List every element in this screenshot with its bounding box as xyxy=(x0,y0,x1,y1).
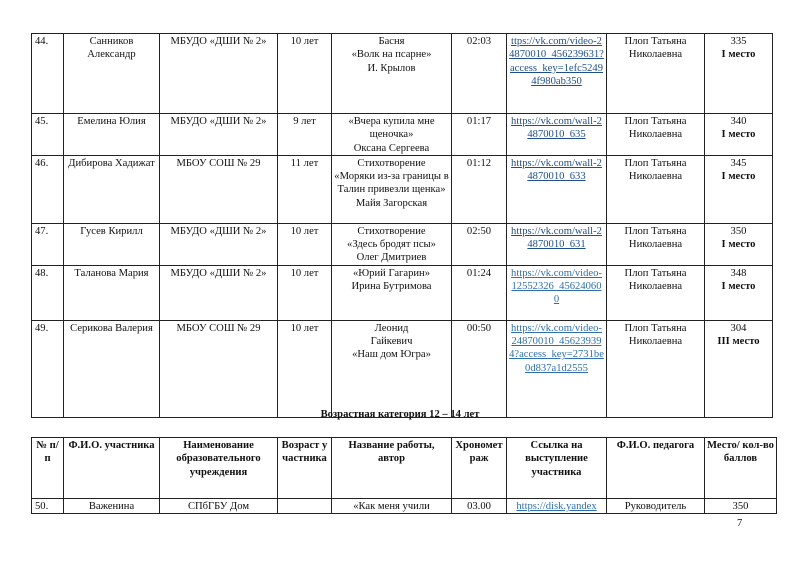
duration: 03.00 xyxy=(452,499,507,514)
header-place: Место/ кол-во баллов xyxy=(705,438,777,499)
place-badge: I место xyxy=(721,49,756,61)
work-line: Леонид xyxy=(374,322,409,334)
age: 10 лет xyxy=(278,223,332,265)
work-title-author xyxy=(332,34,452,114)
performance-link-cell xyxy=(507,155,607,223)
section-title: Возрастная категория 12 – 14 лет xyxy=(320,409,480,420)
header-link: Ссылка на выступление участника xyxy=(507,438,607,499)
row-num: 49. xyxy=(32,320,64,417)
score: 350 xyxy=(705,499,777,514)
performance-link-cell xyxy=(507,223,607,265)
duration: 00:50 xyxy=(452,320,507,417)
header-age: Возраст участника xyxy=(278,438,332,499)
performance-link[interactable]: https://disk.yandex xyxy=(516,501,597,512)
duration: 02:03 xyxy=(452,34,507,114)
age: 9 лет xyxy=(278,114,332,156)
result-cell xyxy=(705,34,773,114)
work-line: «Волк на псарне» xyxy=(351,49,432,61)
work-title-author xyxy=(332,223,452,265)
table-row xyxy=(32,34,773,114)
result-cell xyxy=(705,114,773,156)
work-line: «Здесь бродят псы» xyxy=(347,239,436,251)
work-line: Ирина Бутримова xyxy=(351,281,432,293)
header-name: Ф.И.О. участника xyxy=(64,438,160,499)
score: 340 xyxy=(730,116,747,127)
participant-name: Емелина Юлия xyxy=(64,114,160,156)
institution: МБОУ СОШ № 29 xyxy=(160,320,278,417)
performance-link[interactable]: https://vk.com/wall-24870010_633 xyxy=(511,157,602,183)
institution: СПбГБУ Дом xyxy=(160,499,278,514)
place-badge: I место xyxy=(721,281,756,293)
header-duration: Хронометраж xyxy=(452,438,507,499)
performance-link[interactable]: ttps://vk.com/video-24870010_456239631?access_key=1efc52494f980ab350 xyxy=(509,36,604,87)
institution: МБУДО «ДШИ № 2» xyxy=(160,114,278,156)
performance-link[interactable]: https://vk.com/video-24870010_456239394?access_key=2731be0d837a1d2555 xyxy=(509,322,604,374)
institution: МБУДО «ДШИ № 2» xyxy=(160,223,278,265)
teacher-name: Руководитель xyxy=(607,499,705,514)
age: 11 лет xyxy=(278,155,332,223)
results-table-continued xyxy=(31,33,773,418)
place-badge: I место xyxy=(721,171,756,183)
result-cell xyxy=(705,320,773,417)
duration: 01:17 xyxy=(452,114,507,156)
participant-name: Важенина xyxy=(64,499,160,514)
place-badge: III место xyxy=(717,336,760,348)
work-line: Стихотворение xyxy=(357,225,426,237)
table-header-row xyxy=(32,438,777,499)
performance-link[interactable]: https://vk.com/video-12552326_456240600 xyxy=(511,267,602,306)
teacher-name: Плоп Татьяна Николаевна xyxy=(607,265,705,320)
duration: 01:24 xyxy=(452,265,507,320)
row-num: 46. xyxy=(32,155,64,223)
work-title-author xyxy=(332,155,452,223)
participant-name: Таланова Мария xyxy=(64,265,160,320)
work-line: Гайкевич xyxy=(370,336,413,348)
performance-link-cell xyxy=(507,265,607,320)
institution: МБУДО «ДШИ № 2» xyxy=(160,265,278,320)
row-num: 48. xyxy=(32,265,64,320)
participant-name: Дибирова Хадижат xyxy=(64,155,160,223)
performance-link-cell xyxy=(507,320,607,417)
result-cell xyxy=(705,223,773,265)
table-row xyxy=(32,320,773,417)
row-num: 45. xyxy=(32,114,64,156)
result-cell xyxy=(705,155,773,223)
teacher-name: Плоп Татьяна Николаевна xyxy=(607,114,705,156)
score: 335 xyxy=(730,36,747,47)
header-institution: Наименование образовательного учреждения xyxy=(160,438,278,499)
age: 10 лет xyxy=(278,265,332,320)
work-line: «Моряки из-за границы в Талин привезли щенка» xyxy=(334,171,449,196)
age: 10 лет xyxy=(278,320,332,417)
table-row xyxy=(32,155,773,223)
duration: 01:12 xyxy=(452,155,507,223)
performance-link-cell xyxy=(507,34,607,114)
institution: МБОУ СОШ № 29 xyxy=(160,155,278,223)
participant-name: Гусев Кирилл xyxy=(64,223,160,265)
row-num: 47. xyxy=(32,223,64,265)
header-work: Название работы, автор xyxy=(332,438,452,499)
score: 304 xyxy=(730,322,747,334)
work-line: Майя Загорская xyxy=(355,197,428,209)
header-num: № п/п xyxy=(32,438,64,499)
table-row xyxy=(32,265,773,320)
page-number: 7 xyxy=(737,518,743,529)
performance-link-cell xyxy=(507,114,607,156)
score: 348 xyxy=(730,267,747,279)
performance-link[interactable]: https://vk.com/wall-24870010_631 xyxy=(511,225,602,251)
participant-name: Серикова Валерия xyxy=(64,320,160,417)
place-badge: I место xyxy=(721,129,756,141)
participant-name: Санников Александр xyxy=(64,34,160,114)
score: 345 xyxy=(730,157,747,169)
work-line: Стихотворение xyxy=(357,157,426,169)
table-row xyxy=(32,499,777,514)
work-title-author xyxy=(332,320,452,417)
results-table-12-14 xyxy=(31,437,777,514)
teacher-name: Плоп Татьяна Николаевна xyxy=(607,34,705,114)
teacher-name: Плоп Татьяна Николаевна xyxy=(607,223,705,265)
header-teacher: Ф.И.О. педагога xyxy=(607,438,705,499)
table-row xyxy=(32,223,773,265)
teacher-name: Плоп Татьяна Николаевна xyxy=(607,155,705,223)
work-title: «Как меня учили xyxy=(332,499,452,514)
work-line: Оксана Сергеева xyxy=(353,142,430,154)
work-line: «Юрий Гагарин» xyxy=(352,267,430,279)
work-line: Олег Дмитриев xyxy=(356,252,427,264)
work-line: «Вчера купила мне щеночка» xyxy=(348,116,435,141)
table-row xyxy=(32,114,773,156)
score: 350 xyxy=(730,225,747,237)
institution: МБУДО «ДШИ № 2» xyxy=(160,34,278,114)
result-cell xyxy=(705,265,773,320)
work-line: «Наш дом Югра» xyxy=(352,349,431,361)
work-title-author xyxy=(332,265,452,320)
performance-link-cell xyxy=(507,499,607,514)
work-line: И. Крылов xyxy=(367,62,416,74)
age xyxy=(278,499,332,514)
row-num: 50. xyxy=(32,499,64,514)
work-title-author xyxy=(332,114,452,156)
row-num: 44. xyxy=(32,34,64,114)
performance-link[interactable]: https://vk.com/wall-24870010_635 xyxy=(511,116,602,141)
teacher-name: Плоп Татьяна Николаевна xyxy=(607,320,705,417)
place-badge: I место xyxy=(721,239,756,251)
duration: 02:50 xyxy=(452,223,507,265)
work-line: Басня xyxy=(378,36,405,47)
age: 10 лет xyxy=(278,34,332,114)
